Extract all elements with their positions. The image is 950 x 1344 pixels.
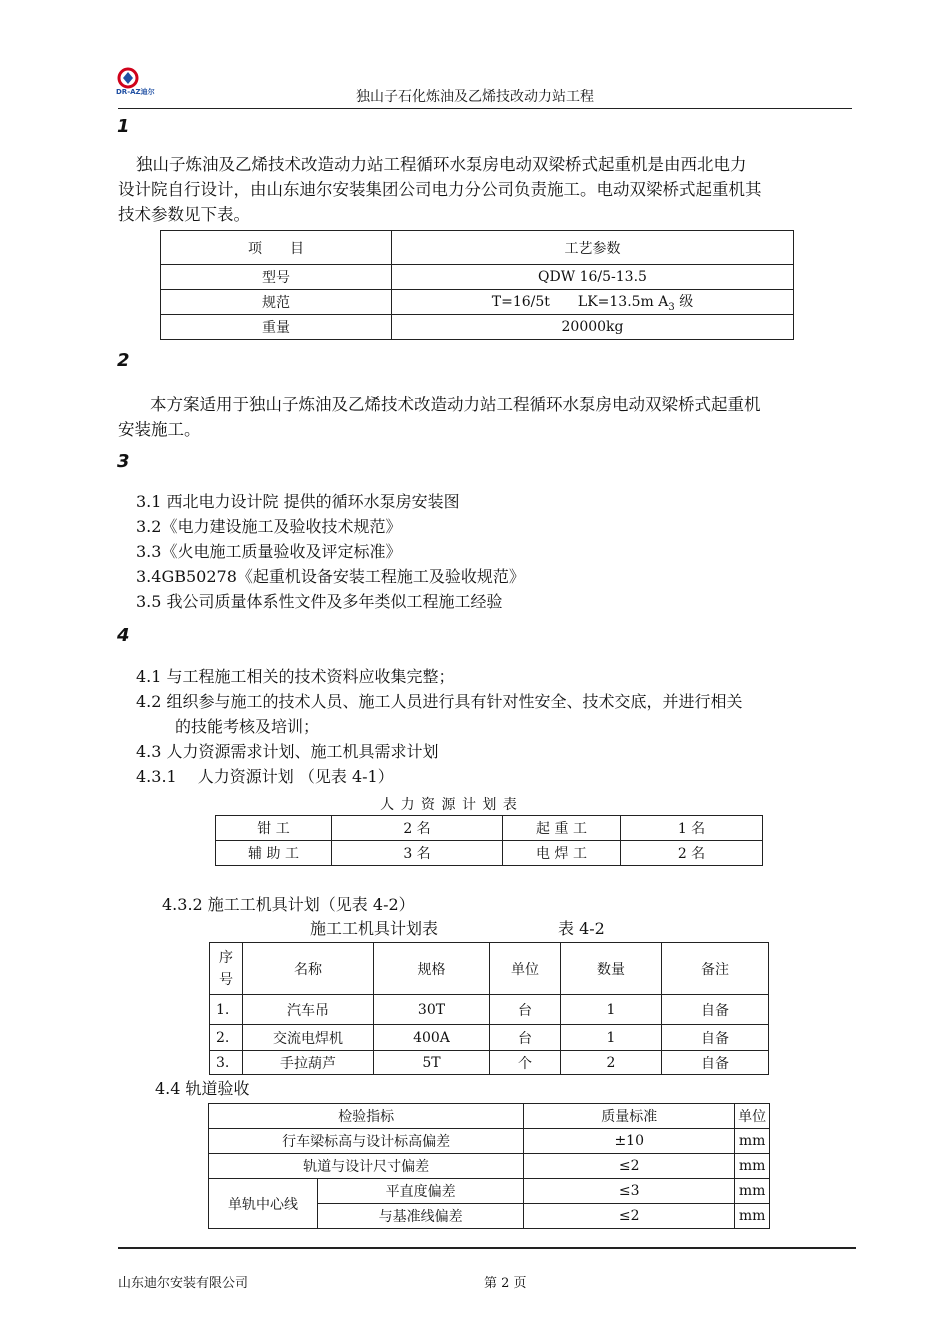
section-2-number: 2 [117,350,130,371]
tools-table [209,942,769,1075]
table-cell: 手拉葫芦 [243,1051,374,1075]
section-1-line-2: 设计院自行设计，由山东迪尔安装集团公司电力分公司负责施工。电动双梁桥式起重机其 [118,180,762,199]
table-cell: 规范 [161,290,392,315]
table-cell: 钳 工 [216,816,332,841]
table-cell: 与基准线偏差 [318,1204,524,1229]
spec-text: T=16/5t LK=13.5m A [491,294,669,311]
table-cell: ±10 [524,1129,735,1154]
reference-item: 3.4GB50278《起重机设备安装工程施工及验收规范》 [136,567,525,586]
table-cell: 台 [490,1025,561,1051]
spec-subscript: 3 [668,301,675,313]
table-cell: 起 重 工 [503,816,621,841]
table-cell: ≤2 [524,1154,735,1179]
table-cell: 3 名 [332,841,503,866]
table-cell: 5T [374,1051,490,1075]
seq-header-bottom: 号 [219,971,233,988]
prep-item-continued: 的技能考核及培训； [175,717,320,736]
prep-subitem: 4.3.2 施工工机具计划（见表 4-2） [162,895,415,914]
table-cell: 1. [210,995,243,1025]
table-cell: 交流电焊机 [243,1025,374,1051]
table-header: 规格 [374,943,490,995]
table-cell: 20000kg [392,315,794,340]
footer-divider [118,1247,856,1249]
table-cell: 自备 [662,995,769,1025]
section-2-line-1: 本方案适用于独山子炼油及乙烯技术改造动力站工程循环水泵房电动双梁桥式起重机 [150,395,761,414]
table-cell: 2 名 [332,816,503,841]
table-cell: 400A [374,1025,490,1051]
tools-table-caption: 施工工机具计划表 [310,919,439,938]
table-cell: 2 [561,1051,662,1075]
crane-parameter-table [160,230,794,340]
table-cell: 个 [490,1051,561,1075]
table-cell: 行车梁标高与设计标高偏差 [209,1129,524,1154]
reference-item: 3.1 西北电力设计院 提供的循环水泵房安装图 [136,492,460,511]
table-header: 数量 [561,943,662,995]
manpower-table [215,815,763,866]
table-header: 检验指标 [209,1104,524,1129]
header-divider [118,108,852,109]
table-cell: ≤3 [524,1179,735,1204]
seq-header-top: 序 [219,949,233,966]
section-1-line-3: 技术参数见下表。 [118,205,250,224]
table-header: 单位 [490,943,561,995]
table-header: 备注 [662,943,769,995]
prep-item: 4.3 人力资源需求计划、施工机具需求计划 [136,742,439,761]
table-cell: 轨道与设计尺寸偏差 [209,1154,524,1179]
table-cell: QDW 16/5-13.5 [392,265,794,290]
table-header: 名称 [243,943,374,995]
section-1-number: 1 [117,116,130,137]
section-3-number: 3 [117,451,130,472]
section-2-line-2: 安装施工。 [118,420,201,439]
reference-item: 3.3《火电施工质量验收及评定标准》 [136,542,402,561]
prep-item: 4.2 组织参与施工的技术人员、施工人员进行具有针对性安全、技术交底，并进行相关 [136,692,743,711]
reference-item: 3.5 我公司质量体系性文件及多年类似工程施工经验 [136,592,503,611]
table-cell: mm [735,1129,770,1154]
table-cell: 自备 [662,1051,769,1075]
table-cell: mm [735,1154,770,1179]
reference-item: 3.2《电力建设施工及验收技术规范》 [136,517,402,536]
table-cell: mm [735,1204,770,1229]
tools-table-number: 表 4-2 [558,919,605,938]
prep-subitem: 4.4 轨道验收 [155,1079,250,1098]
track-acceptance-table [208,1103,770,1229]
spec-level: 级 [674,294,694,311]
table-cell: ≤2 [524,1204,735,1229]
table-cell: 1 [561,995,662,1025]
table-cell: 1 名 [621,816,763,841]
table-cell: 2. [210,1025,243,1051]
table-cell: 型号 [161,265,392,290]
logo-text: DR-AZ迪尔 [116,88,155,96]
table-header: 项 目 [161,231,392,265]
table-cell: 电 焊 工 [503,841,621,866]
prep-subitem: 4.3.1 人力资源计划 （见表 4-1） [136,767,394,786]
prep-item: 4.1 与工程施工相关的技术资料应收集完整； [136,667,455,686]
table-header [210,943,243,995]
table-cell: 自备 [662,1025,769,1051]
table-cell: 30T [374,995,490,1025]
table-cell: 3. [210,1051,243,1075]
table-header: 单位 [735,1104,770,1129]
table-header: 质量标准 [524,1104,735,1129]
table-header: 工艺参数 [392,231,794,265]
table-cell: 台 [490,995,561,1025]
table-cell: 2 名 [621,841,763,866]
table-cell: 汽车吊 [243,995,374,1025]
section-1-line-1: 独山子炼油及乙烯技术改造动力站工程循环水泵房电动双梁桥式起重机是由西北电力 [136,155,747,174]
table-cell [392,290,794,315]
footer-page-number: 第 2 页 [484,1276,527,1291]
table-cell: 1 [561,1025,662,1051]
manpower-table-caption: 人 力 资 源 计 划 表 [380,797,518,813]
table-cell: 平直度偏差 [318,1179,524,1204]
table-cell: mm [735,1179,770,1204]
footer-company: 山东迪尔安装有限公司 [118,1276,249,1291]
table-cell: 辅 助 工 [216,841,332,866]
header-title: 独山子石化炼油及乙烯技改动力站工程 [356,89,594,105]
section-4-number: 4 [117,625,130,646]
table-group-label: 单轨中心线 [209,1179,318,1229]
table-cell: 重量 [161,315,392,340]
